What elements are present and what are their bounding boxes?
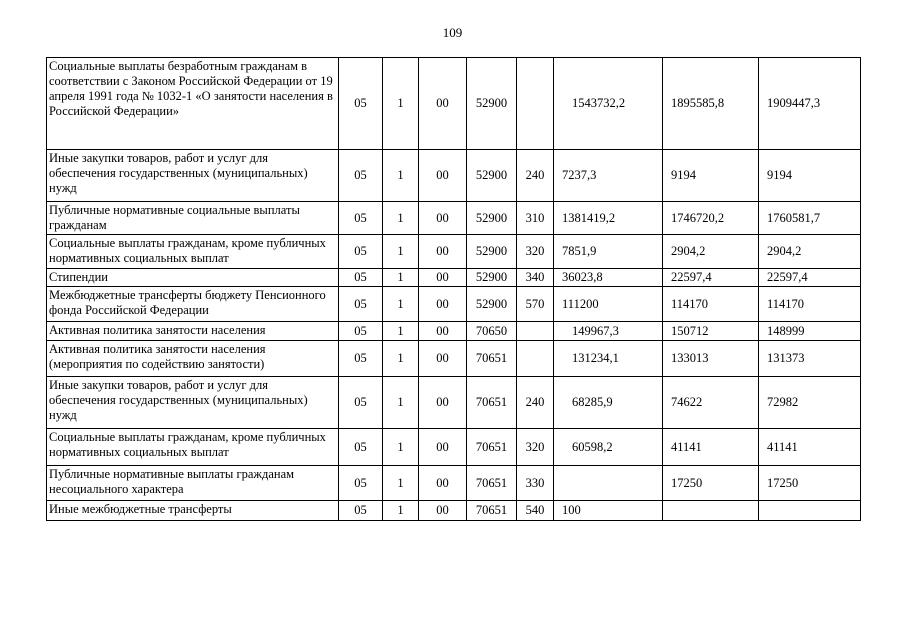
row-code: 70651 [467, 466, 517, 501]
row-prog: 00 [419, 501, 467, 521]
row-vr: 240 [517, 150, 554, 202]
row-sum1: 68285,9 [554, 377, 663, 429]
row-name: Иные межбюджетные трансферты [47, 501, 339, 521]
row-rz: 05 [339, 202, 383, 235]
row-sum1: 7851,9 [554, 235, 663, 269]
row-rz: 05 [339, 377, 383, 429]
row-vr: 570 [517, 287, 554, 322]
row-pr: 1 [383, 58, 419, 150]
row-sum3: 1760581,7 [759, 202, 861, 235]
row-code: 70651 [467, 341, 517, 377]
row-rz: 05 [339, 466, 383, 501]
row-sum1: 1543732,2 [554, 58, 663, 150]
row-sum3: 17250 [759, 466, 861, 501]
row-rz: 05 [339, 429, 383, 466]
row-prog: 00 [419, 341, 467, 377]
row-sum1: 60598,2 [554, 429, 663, 466]
row-rz: 05 [339, 287, 383, 322]
row-sum2: 150712 [663, 322, 759, 341]
table-row [47, 377, 861, 429]
row-sum1: 1381419,2 [554, 202, 663, 235]
row-sum1 [554, 466, 663, 501]
row-pr: 1 [383, 341, 419, 377]
row-pr: 1 [383, 466, 419, 501]
row-vr [517, 58, 554, 150]
row-sum3: 1909447,3 [759, 58, 861, 150]
row-name: Иные закупки товаров, работ и услуг для обеспечения государственных (муниципальных) нужд [47, 150, 339, 202]
row-pr: 1 [383, 322, 419, 341]
row-code: 70651 [467, 501, 517, 521]
row-rz: 05 [339, 235, 383, 269]
row-sum2: 1746720,2 [663, 202, 759, 235]
row-pr: 1 [383, 501, 419, 521]
row-sum3: 22597,4 [759, 269, 861, 287]
row-pr: 1 [383, 150, 419, 202]
row-prog: 00 [419, 377, 467, 429]
table-row [47, 202, 861, 235]
table-row [47, 287, 861, 322]
row-code: 52900 [467, 287, 517, 322]
row-vr: 240 [517, 377, 554, 429]
row-sum2 [663, 501, 759, 521]
row-vr: 310 [517, 202, 554, 235]
row-rz: 05 [339, 150, 383, 202]
table-row [47, 235, 861, 269]
row-pr: 1 [383, 235, 419, 269]
table-row [47, 150, 861, 202]
row-rz: 05 [339, 269, 383, 287]
row-sum1: 149967,3 [554, 322, 663, 341]
row-sum1: 36023,8 [554, 269, 663, 287]
row-vr: 340 [517, 269, 554, 287]
table-row [47, 322, 861, 341]
row-sum2: 9194 [663, 150, 759, 202]
row-pr: 1 [383, 377, 419, 429]
table-row [47, 269, 861, 287]
row-name: Публичные нормативные выплаты гражданам несоциального характера [47, 466, 339, 501]
row-rz: 05 [339, 322, 383, 341]
row-code: 70651 [467, 429, 517, 466]
row-prog: 00 [419, 287, 467, 322]
row-sum3: 41141 [759, 429, 861, 466]
row-pr: 1 [383, 287, 419, 322]
row-sum2: 74622 [663, 377, 759, 429]
row-prog: 00 [419, 429, 467, 466]
row-sum2: 2904,2 [663, 235, 759, 269]
row-prog: 00 [419, 466, 467, 501]
row-sum3: 2904,2 [759, 235, 861, 269]
row-rz: 05 [339, 58, 383, 150]
table-row [47, 341, 861, 377]
table-row [47, 466, 861, 501]
table-row [47, 501, 861, 521]
row-sum3: 114170 [759, 287, 861, 322]
row-name: Социальные выплаты безработным гражданам в соответствии с Законом Российской Федерации от 19 апреля 1991 года № 1032-1 «О занятости населения в Российской Федерации» [47, 58, 339, 150]
table-row [47, 58, 861, 150]
row-prog: 00 [419, 322, 467, 341]
row-sum3: 148999 [759, 322, 861, 341]
row-code: 52900 [467, 269, 517, 287]
row-vr: 540 [517, 501, 554, 521]
row-name: Социальные выплаты гражданам, кроме публичных нормативных социальных выплат [47, 429, 339, 466]
row-name: Социальные выплаты гражданам, кроме публичных нормативных социальных выплат [47, 235, 339, 269]
row-rz: 05 [339, 341, 383, 377]
page-number: 109 [442, 25, 463, 40]
row-sum2: 41141 [663, 429, 759, 466]
row-prog: 00 [419, 235, 467, 269]
row-sum1: 7237,3 [554, 150, 663, 202]
row-code: 52900 [467, 58, 517, 150]
row-name: Стипендии [47, 269, 339, 287]
row-rz: 05 [339, 501, 383, 521]
row-vr [517, 322, 554, 341]
row-sum3: 9194 [759, 150, 861, 202]
row-sum1: 111200 [554, 287, 663, 322]
row-code: 52900 [467, 202, 517, 235]
row-name: Межбюджетные трансферты бюджету Пенсионного фонда Российской Федерации [47, 287, 339, 322]
row-name: Активная политика занятости населения [47, 322, 339, 341]
row-pr: 1 [383, 202, 419, 235]
row-sum2: 22597,4 [663, 269, 759, 287]
row-pr: 1 [383, 429, 419, 466]
budget-table [46, 57, 861, 521]
row-code: 70650 [467, 322, 517, 341]
row-code: 52900 [467, 150, 517, 202]
row-sum1: 100 [554, 501, 663, 521]
row-code: 52900 [467, 235, 517, 269]
row-prog: 00 [419, 202, 467, 235]
row-sum3: 72982 [759, 377, 861, 429]
row-name: Публичные нормативные социальные выплаты гражданам [47, 202, 339, 235]
row-vr: 320 [517, 429, 554, 466]
row-sum3 [759, 501, 861, 521]
row-name: Иные закупки товаров, работ и услуг для обеспечения государственных (муниципальных) нужд [47, 377, 339, 429]
row-pr: 1 [383, 269, 419, 287]
row-vr [517, 341, 554, 377]
row-sum3: 131373 [759, 341, 861, 377]
row-prog: 00 [419, 58, 467, 150]
table-row [47, 429, 861, 466]
row-vr: 330 [517, 466, 554, 501]
row-sum2: 133013 [663, 341, 759, 377]
row-sum1: 131234,1 [554, 341, 663, 377]
row-sum2: 17250 [663, 466, 759, 501]
row-sum2: 1895585,8 [663, 58, 759, 150]
row-code: 70651 [467, 377, 517, 429]
row-vr: 320 [517, 235, 554, 269]
row-prog: 00 [419, 150, 467, 202]
row-sum2: 114170 [663, 287, 759, 322]
row-prog: 00 [419, 269, 467, 287]
row-name: Активная политика занятости населения (мероприятия по содействию занятости) [47, 341, 339, 377]
